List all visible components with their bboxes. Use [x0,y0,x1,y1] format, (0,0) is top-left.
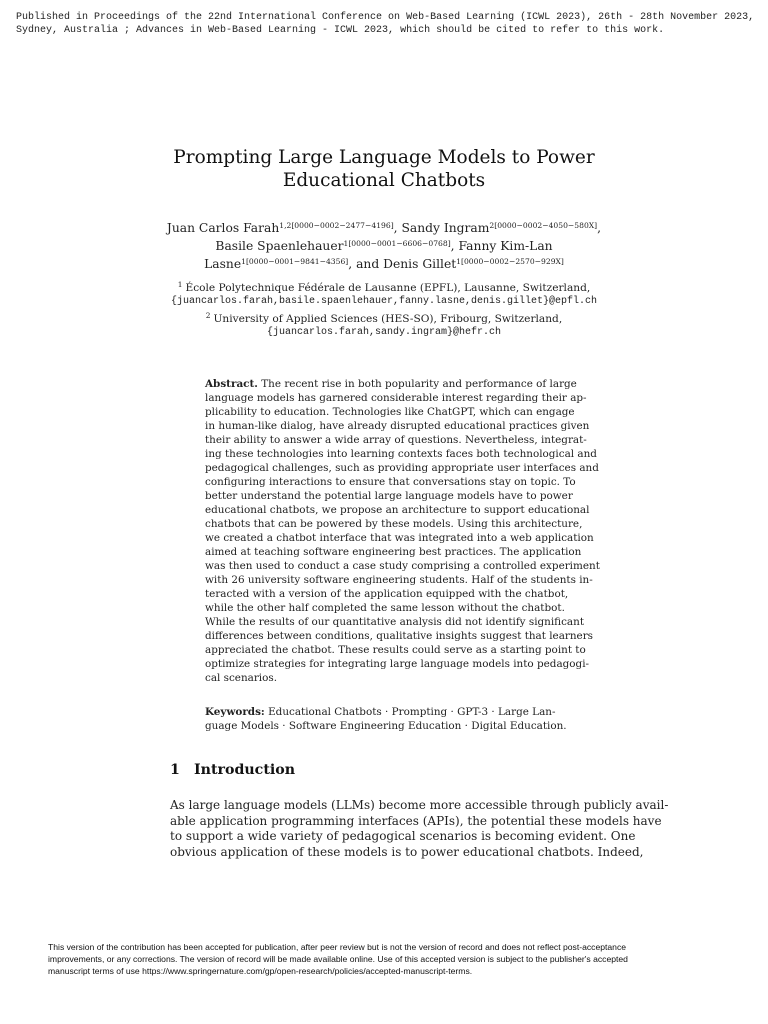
abstract-line: appreciated the chatbot. These results could serve as a starting point to [205,644,586,656]
author-orcid: 1[0000−0001−9841−4356] [241,257,349,266]
title-line: Educational Chatbots [282,170,486,191]
abstract-line: aimed at teaching software engineering best practices. The application [205,546,582,558]
abstract-line [205,377,577,391]
paragraph-line: able application programming interfaces (APIs), the potential these models have [170,813,662,828]
publication-note [16,11,760,37]
footer-note-line: improvements, or any corrections. The version of record will be made available online. Use of this accepted version is subject to the publisher's accepted [48,954,628,964]
abstract-line: while the other half completed the same lesson without the chatbot. [205,602,565,614]
affiliation-email: {juancarlos.farah,basile.spaenlehauer,fanny.lasne,denis.gillet}@epfl.ch [170,296,598,307]
keywords [205,705,567,733]
abstract-line: ing these technologies into learning contexts faces both technological and [205,448,597,460]
footer-note [48,941,738,977]
section-number: 1 [170,762,180,778]
abstract-line: was then used to conduct a case study comprising a controlled experiment [205,560,600,572]
author-list [160,218,608,272]
abstract-line: we created a chatbot interface that was integrated into a web application [205,532,594,544]
author-line [160,236,608,254]
abstract-line: educational chatbots, we propose an architecture to support educational [205,504,590,516]
abstract [205,377,600,685]
abstract-line: configuring interactions to ensure that conversations stay on topic. To [205,476,576,488]
affiliation-line [160,278,608,295]
abstract-line: While the results of our quantitative analysis did not identify significant [205,616,584,628]
keywords-line [205,705,567,719]
affiliation-list [160,278,608,340]
author-orcid: 1[0000−0002−2570−929X] [456,257,564,266]
keywords-label: Keywords: [205,706,265,718]
affiliation-text: École Polytechnique Fédérale de Lausanne (EPFL), Lausanne, Switzerland, [185,282,591,294]
abstract-line: with 26 university software engineering students. Half of the students in- [205,574,593,586]
abstract-text: The recent rise in both popularity and performance of large [261,378,577,390]
abstract-line: differences between conditions, qualitative insights suggest that learners [205,630,594,642]
abstract-line: their ability to answer a wide array of questions. Nevertheless, integrat- [205,434,587,446]
author-name: , Sandy Ingram [393,221,490,235]
affiliation-number: 1 [177,280,183,289]
author-name: , and Denis Gillet [348,257,457,271]
abstract-line: better understand the potential large language models have to power [205,490,573,502]
title-line: Prompting Large Language Models to Power [173,147,595,168]
publication-note-line: Sydney, Australia ; Advances in Web-Based Learning - ICWL 2023, which should be cited to refer to this work. [16,25,665,36]
paragraph-line: obvious application of these models is to power educational chatbots. Indeed, [170,844,644,859]
author-orcid: 1[0000−0001−6606−0768] [343,239,451,248]
affiliation-text: University of Applied Sciences (HES-SO), Fribourg, Switzerland, [213,313,563,325]
author-name: Lasne [204,257,242,271]
author-line [160,218,608,236]
author-name: , Fanny Kim-Lan [450,239,553,253]
section-title: Introduction [194,762,296,778]
author-separator: , [597,221,602,235]
paragraph-line: As large language models (LLMs) become more accessible through publicly avail- [170,798,669,812]
abstract-label: Abstract. [205,378,258,390]
author-orcid: 2[0000−0002−4050−580X] [489,221,598,230]
abstract-line: plicability to education. Technologies like ChatGPT, which can engage [205,406,575,418]
section-heading [170,761,600,779]
abstract-line: optimize strategies for integrating large language models into pedagogi- [205,658,590,670]
abstract-line: in human-like dialog, have already disrupted educational practices given [205,420,590,432]
author-name: Basile Spaenlehauer [215,239,344,253]
paper-title [120,146,648,192]
footer-note-line: This version of the contribution has been accepted for publication, after peer review but is not the version of record and does not reflect post-acceptance [48,942,627,952]
abstract-line: teracted with a version of the application equipped with the chatbot, [205,588,569,600]
abstract-line: language models has garnered considerable interest regarding their ap- [205,392,587,404]
footer-note-line: manuscript terms of use https://www.springernature.com/gp/open-research/policies/accepted-manuscript-terms. [48,966,473,976]
keywords-line: guage Models · Software Engineering Education · Digital Education. [205,720,567,732]
publication-note-line: Published in Proceedings of the 22nd International Conference on Web-Based Learning (ICWL 2023), 26th - 28th November 2023, [16,12,755,23]
paragraph-line: to support a wide variety of pedagogical scenarios is becoming evident. One [170,829,636,844]
author-name: Juan Carlos Farah [166,221,280,235]
intro-paragraph [170,798,669,860]
abstract-line: chatbots that can be powered by these models. Using this architecture, [205,518,583,530]
affiliation-number: 2 [205,311,211,320]
abstract-line: cal scenarios. [205,672,278,684]
affiliation-line [160,309,608,326]
author-orcid: 1,2[0000−0002−2477−4196] [279,221,394,230]
affiliation-email: {juancarlos.farah,sandy.ingram}@hefr.ch [266,327,502,338]
abstract-line: pedagogical challenges, such as providing appropriate user interfaces and [205,462,599,474]
keywords-text: Educational Chatbots · Prompting · GPT-3 · Large Lan- [268,706,556,718]
author-line [160,254,608,272]
